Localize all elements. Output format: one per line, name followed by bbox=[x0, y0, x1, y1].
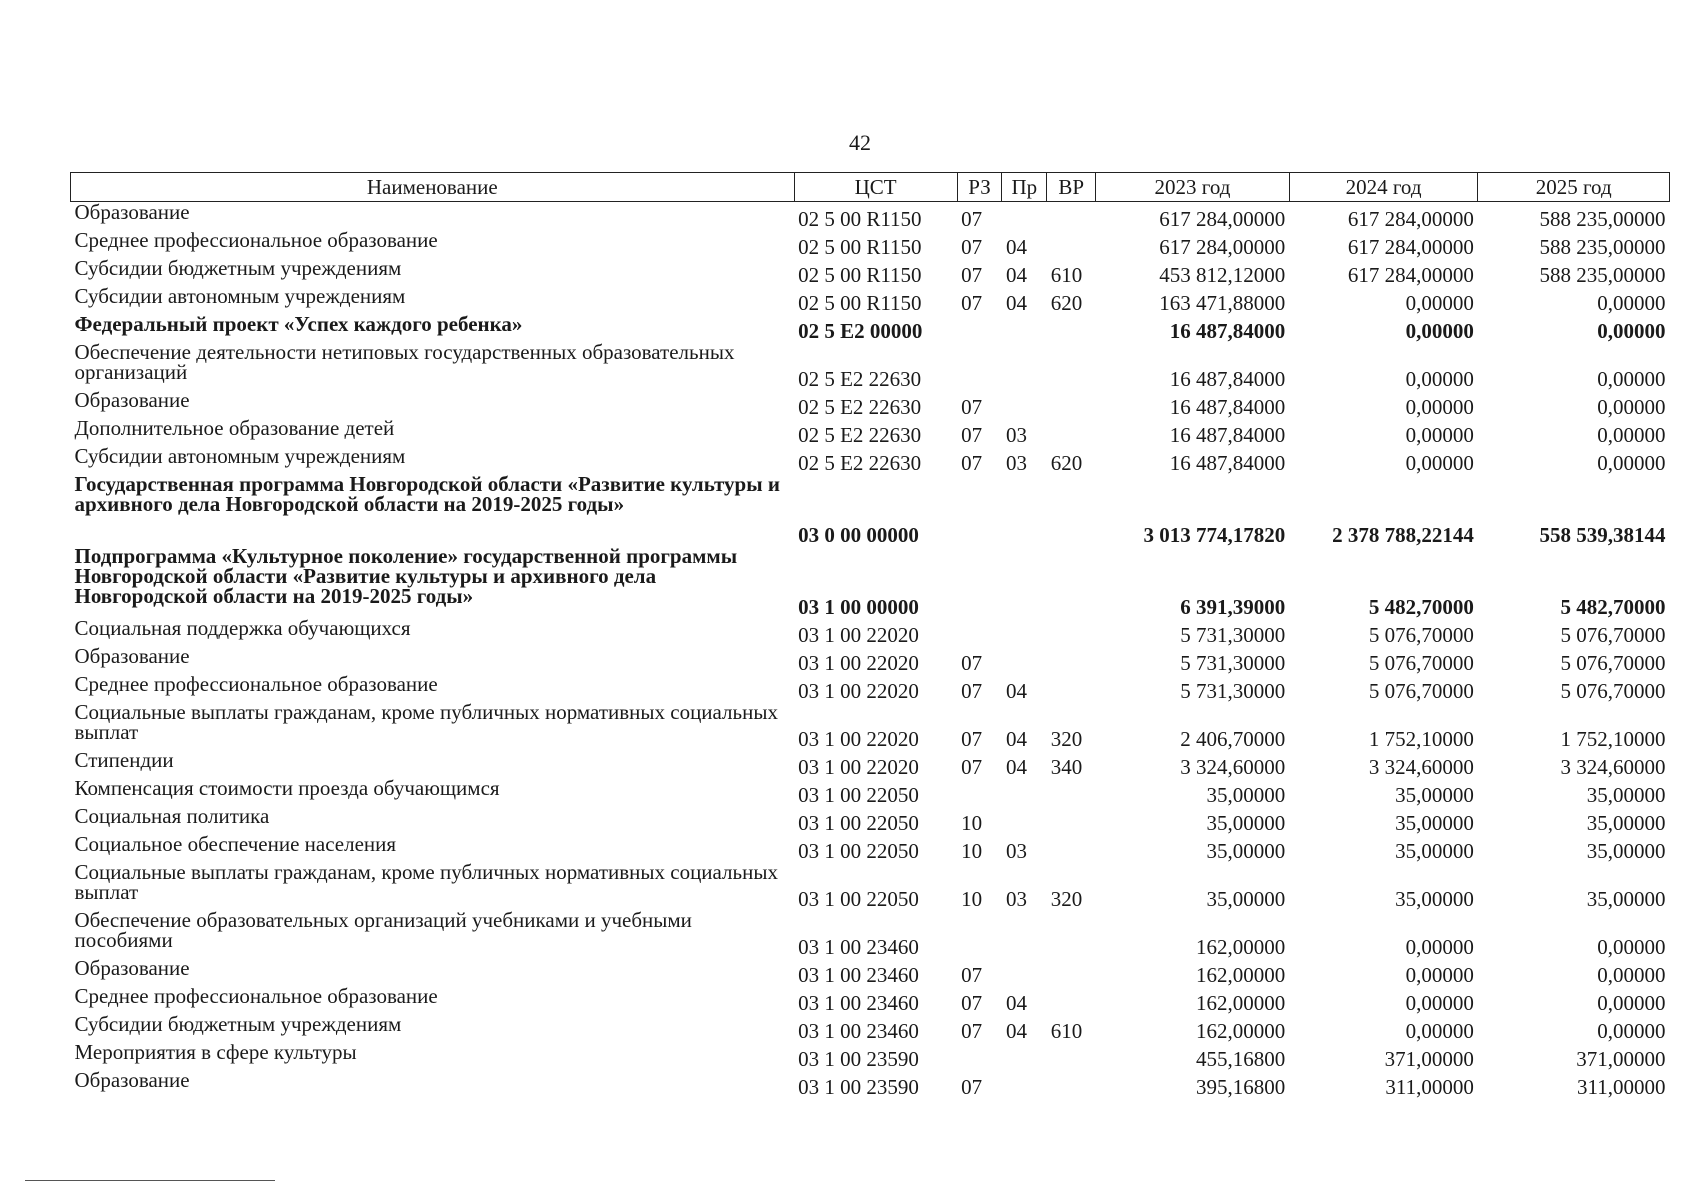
cell-pr: 03 bbox=[1005, 451, 1027, 475]
cell-pr bbox=[1002, 474, 1047, 546]
cell-pr bbox=[1002, 202, 1047, 231]
cell-vr: 340 bbox=[1050, 755, 1083, 779]
cell-pr bbox=[1002, 646, 1047, 674]
cell-pr bbox=[1002, 958, 1047, 986]
cell-cst: 03 1 00 22050 bbox=[798, 839, 919, 863]
cell-pr: 04 bbox=[1005, 1019, 1027, 1043]
cell-y2023: 3 324,60000 bbox=[1180, 755, 1286, 779]
table-row bbox=[71, 910, 1670, 958]
cell-name: Образование bbox=[74, 1068, 190, 1092]
cell-y2024: 0,00000 bbox=[1405, 935, 1474, 959]
cell-vr bbox=[1047, 418, 1096, 446]
cell-name: Среднее профессиональное образование bbox=[74, 984, 438, 1008]
cell-vr: 320 bbox=[1050, 727, 1083, 751]
cell-y2024: 5 076,70000 bbox=[1368, 651, 1474, 675]
cell-vr: 610 bbox=[1050, 1019, 1083, 1043]
cell-rz: 07 bbox=[961, 1075, 983, 1099]
cell-y2024: 0,00000 bbox=[1405, 451, 1474, 475]
table-row bbox=[71, 314, 1670, 342]
cell-rz: 07 bbox=[961, 263, 983, 287]
cell-cst: 02 5 00 R1150 bbox=[798, 263, 922, 287]
cell-cst: 03 1 00 22020 bbox=[798, 679, 919, 703]
table-row bbox=[71, 958, 1670, 986]
cell-y2024: 35,00000 bbox=[1395, 839, 1474, 863]
cell-rz bbox=[957, 1042, 1002, 1070]
cell-vr bbox=[1047, 778, 1096, 806]
table-row bbox=[71, 258, 1670, 286]
cell-name: Дополнительное образование детей bbox=[74, 416, 395, 440]
cell-vr: 610 bbox=[1050, 263, 1083, 287]
header-name: Наименование bbox=[71, 173, 795, 202]
cell-cst: 02 5 E2 00000 bbox=[798, 319, 923, 343]
cell-y2025: 1 752,10000 bbox=[1560, 727, 1666, 751]
cell-name: Подпрограмма «Культурное поколение» государственной программы Новгородской области «Развитие культуры и архивного дела Новгородской области на 2019-2025 годы» bbox=[74, 544, 738, 608]
cell-vr bbox=[1047, 910, 1096, 958]
cell-cst: 03 0 00 00000 bbox=[798, 523, 919, 547]
table-row bbox=[71, 778, 1670, 806]
cell-y2023: 16 487,84000 bbox=[1169, 367, 1286, 391]
cell-cst: 03 1 00 22020 bbox=[798, 623, 919, 647]
cell-vr bbox=[1047, 806, 1096, 834]
cell-y2025: 3 324,60000 bbox=[1560, 755, 1666, 779]
cell-cst: 02 5 00 R1150 bbox=[798, 235, 922, 259]
cell-name: Обеспечение деятельности нетиповых государственных образовательных организаций bbox=[74, 340, 735, 384]
table-row bbox=[71, 202, 1670, 231]
cell-vr bbox=[1047, 834, 1096, 862]
cell-vr bbox=[1047, 618, 1096, 646]
cell-vr bbox=[1047, 202, 1096, 231]
table-row bbox=[71, 474, 1670, 546]
cell-y2023: 5 731,30000 bbox=[1180, 623, 1286, 647]
cell-name: Стипендии bbox=[74, 748, 174, 772]
cell-cst: 03 1 00 22020 bbox=[798, 651, 919, 675]
cell-y2023: 455,16800 bbox=[1196, 1047, 1286, 1071]
cell-vr: 320 bbox=[1050, 887, 1083, 911]
cell-cst: 03 1 00 22050 bbox=[798, 783, 919, 807]
cell-y2024: 0,00000 bbox=[1405, 395, 1474, 419]
header-vr: ВР bbox=[1047, 173, 1096, 202]
cell-vr bbox=[1047, 314, 1096, 342]
table-row bbox=[71, 446, 1670, 474]
cell-pr bbox=[1002, 1070, 1047, 1098]
cell-y2025: 35,00000 bbox=[1586, 783, 1666, 807]
cell-pr: 03 bbox=[1005, 887, 1027, 911]
cell-pr: 04 bbox=[1005, 679, 1027, 703]
cell-cst: 03 1 00 23460 bbox=[798, 1019, 919, 1043]
cell-y2024: 0,00000 bbox=[1405, 291, 1474, 315]
cell-pr bbox=[1002, 806, 1047, 834]
cell-y2025: 0,00000 bbox=[1597, 935, 1666, 959]
cell-pr bbox=[1002, 342, 1047, 390]
cell-y2025: 5 076,70000 bbox=[1560, 679, 1666, 703]
cell-rz: 07 bbox=[961, 395, 983, 419]
table-row bbox=[71, 646, 1670, 674]
cell-name: Социальные выплаты гражданам, кроме публичных нормативных социальных выплат bbox=[74, 860, 778, 904]
cell-y2024: 617 284,00000 bbox=[1347, 263, 1474, 287]
cell-y2025: 5 076,70000 bbox=[1560, 651, 1666, 675]
cell-y2023: 35,00000 bbox=[1206, 783, 1286, 807]
cell-name: Компенсация стоимости проезда обучающимся bbox=[74, 776, 500, 800]
table-row bbox=[71, 418, 1670, 446]
cell-rz bbox=[957, 778, 1002, 806]
cell-y2024: 311,00000 bbox=[1385, 1075, 1474, 1099]
table-row bbox=[71, 286, 1670, 314]
table-header-row bbox=[71, 173, 1670, 202]
cell-vr bbox=[1047, 1070, 1096, 1098]
header-2023: 2023 год bbox=[1096, 173, 1290, 202]
cell-vr bbox=[1047, 1042, 1096, 1070]
table-row bbox=[71, 390, 1670, 418]
table-row bbox=[71, 750, 1670, 778]
table-row bbox=[71, 862, 1670, 910]
cell-y2023: 5 731,30000 bbox=[1180, 651, 1286, 675]
table-row bbox=[71, 702, 1670, 750]
cell-y2025: 35,00000 bbox=[1586, 887, 1666, 911]
table-row bbox=[71, 1070, 1670, 1098]
cell-y2023: 5 731,30000 bbox=[1180, 679, 1286, 703]
cell-cst: 03 1 00 23460 bbox=[798, 963, 919, 987]
cell-rz: 07 bbox=[961, 423, 983, 447]
cell-name: Образование bbox=[74, 388, 190, 412]
cell-vr bbox=[1047, 646, 1096, 674]
cell-name: Образование bbox=[74, 200, 190, 224]
cell-y2024: 0,00000 bbox=[1405, 423, 1474, 447]
cell-y2023: 453 812,12000 bbox=[1159, 263, 1286, 287]
cell-vr bbox=[1047, 986, 1096, 1014]
cell-y2025: 0,00000 bbox=[1597, 291, 1666, 315]
cell-rz: 07 bbox=[961, 963, 983, 987]
cell-cst: 02 5 00 R1150 bbox=[798, 291, 922, 315]
cell-y2025: 588 235,00000 bbox=[1539, 207, 1666, 231]
cell-y2024: 617 284,00000 bbox=[1347, 235, 1474, 259]
cell-cst: 03 1 00 23460 bbox=[798, 935, 919, 959]
cell-y2024: 35,00000 bbox=[1395, 887, 1474, 911]
cell-rz: 07 bbox=[961, 235, 983, 259]
cell-y2023: 16 487,84000 bbox=[1169, 451, 1286, 475]
cell-y2023: 617 284,00000 bbox=[1159, 235, 1286, 259]
header-2024: 2024 год bbox=[1289, 173, 1478, 202]
cell-y2024: 5 076,70000 bbox=[1368, 623, 1474, 647]
cell-rz: 10 bbox=[961, 839, 983, 863]
cell-rz bbox=[957, 910, 1002, 958]
cell-cst: 03 1 00 22050 bbox=[798, 887, 919, 911]
cell-rz bbox=[957, 314, 1002, 342]
cell-vr: 620 bbox=[1050, 451, 1083, 475]
cell-y2023: 162,00000 bbox=[1196, 1019, 1286, 1043]
cell-y2025: 5 482,70000 bbox=[1560, 595, 1666, 619]
cell-vr bbox=[1047, 230, 1096, 258]
cell-pr: 04 bbox=[1005, 727, 1027, 751]
cell-y2024: 0,00000 bbox=[1405, 367, 1474, 391]
cell-cst: 03 1 00 00000 bbox=[798, 595, 919, 619]
cell-cst: 02 5 E2 22630 bbox=[798, 423, 922, 447]
cell-y2025: 0,00000 bbox=[1597, 395, 1666, 419]
cell-y2023: 617 284,00000 bbox=[1159, 207, 1286, 231]
cell-pr: 04 bbox=[1005, 991, 1027, 1015]
table-row bbox=[71, 618, 1670, 646]
cell-name: Среднее профессиональное образование bbox=[74, 672, 438, 696]
cell-pr bbox=[1002, 1042, 1047, 1070]
cell-pr bbox=[1002, 910, 1047, 958]
cell-rz: 07 bbox=[961, 451, 983, 475]
cell-name: Мероприятия в сфере культуры bbox=[74, 1040, 357, 1064]
cell-name: Субсидии автономным учреждениям bbox=[74, 284, 406, 308]
cell-y2024: 0,00000 bbox=[1405, 1019, 1474, 1043]
header-cst: ЦСТ bbox=[794, 173, 957, 202]
cell-y2024: 2 378 788,22144 bbox=[1332, 523, 1474, 547]
cell-rz: 10 bbox=[961, 887, 983, 911]
cell-name: Федеральный проект «Успех каждого ребенка» bbox=[74, 312, 523, 336]
cell-rz bbox=[957, 618, 1002, 646]
cell-vr bbox=[1047, 546, 1096, 618]
cell-y2023: 3 013 774,17820 bbox=[1143, 523, 1286, 547]
cell-pr: 04 bbox=[1005, 235, 1027, 259]
cell-name: Образование bbox=[74, 644, 190, 668]
header-2025: 2025 год bbox=[1478, 173, 1670, 202]
cell-name: Социальная политика bbox=[74, 804, 270, 828]
cell-y2024: 617 284,00000 bbox=[1347, 207, 1474, 231]
cell-cst: 03 1 00 22020 bbox=[798, 727, 919, 751]
cell-y2023: 35,00000 bbox=[1206, 887, 1286, 911]
cell-rz: 07 bbox=[961, 991, 983, 1015]
cell-rz: 10 bbox=[961, 811, 983, 835]
cell-y2023: 35,00000 bbox=[1206, 839, 1286, 863]
cell-cst: 03 1 00 23590 bbox=[798, 1047, 919, 1071]
cell-name: Субсидии бюджетным учреждениям bbox=[74, 1012, 402, 1036]
cell-cst: 02 5 E2 22630 bbox=[798, 451, 922, 475]
cell-y2025: 0,00000 bbox=[1597, 319, 1666, 343]
cell-cst: 02 5 00 R1150 bbox=[798, 207, 922, 231]
cell-y2025: 35,00000 bbox=[1586, 811, 1666, 835]
cell-y2023: 2 406,70000 bbox=[1180, 727, 1286, 751]
cell-vr bbox=[1047, 958, 1096, 986]
cell-name: Среднее профессиональное образование bbox=[74, 228, 438, 252]
cell-y2025: 311,00000 bbox=[1577, 1075, 1666, 1099]
cell-cst: 02 5 E2 22630 bbox=[798, 395, 922, 419]
cell-y2025: 5 076,70000 bbox=[1560, 623, 1666, 647]
table-row bbox=[71, 1042, 1670, 1070]
cell-y2025: 0,00000 bbox=[1597, 423, 1666, 447]
cell-y2024: 35,00000 bbox=[1395, 811, 1474, 835]
cell-name: Обеспечение образовательных организаций учебниками и учебными пособиями bbox=[74, 908, 692, 952]
cell-pr bbox=[1002, 546, 1047, 618]
cell-pr bbox=[1002, 314, 1047, 342]
cell-y2023: 162,00000 bbox=[1196, 991, 1286, 1015]
cell-pr bbox=[1002, 390, 1047, 418]
cell-pr: 03 bbox=[1005, 839, 1027, 863]
table-row bbox=[71, 230, 1670, 258]
cell-name: Субсидии автономным учреждениям bbox=[74, 444, 406, 468]
header-rz: РЗ bbox=[957, 173, 1002, 202]
cell-y2023: 35,00000 bbox=[1206, 811, 1286, 835]
cell-name: Социальные выплаты гражданам, кроме публичных нормативных социальных выплат bbox=[74, 700, 778, 744]
cell-y2025: 35,00000 bbox=[1586, 839, 1666, 863]
cell-pr bbox=[1002, 778, 1047, 806]
cell-y2024: 5 076,70000 bbox=[1368, 679, 1474, 703]
cell-y2025: 0,00000 bbox=[1597, 367, 1666, 391]
cell-y2024: 0,00000 bbox=[1405, 991, 1474, 1015]
cell-y2024: 371,00000 bbox=[1384, 1047, 1474, 1071]
cell-y2025: 588 235,00000 bbox=[1539, 263, 1666, 287]
cell-name: Социальная поддержка обучающихся bbox=[74, 616, 411, 640]
cell-cst: 03 1 00 23590 bbox=[798, 1075, 919, 1099]
header-pr: Пр bbox=[1002, 173, 1047, 202]
cell-rz bbox=[957, 474, 1002, 546]
cell-pr bbox=[1002, 618, 1047, 646]
cell-rz: 07 bbox=[961, 207, 983, 231]
cell-y2023: 6 391,39000 bbox=[1180, 595, 1286, 619]
cell-vr bbox=[1047, 342, 1096, 390]
cell-y2025: 0,00000 bbox=[1597, 991, 1666, 1015]
cell-y2023: 163 471,88000 bbox=[1159, 291, 1286, 315]
cell-rz bbox=[957, 342, 1002, 390]
cell-y2024: 1 752,10000 bbox=[1368, 727, 1474, 751]
page-number: 42 bbox=[849, 130, 871, 155]
table-row bbox=[71, 546, 1670, 618]
cell-rz: 07 bbox=[961, 291, 983, 315]
cell-vr bbox=[1047, 474, 1096, 546]
table-row bbox=[71, 806, 1670, 834]
cell-rz: 07 bbox=[961, 1019, 983, 1043]
cell-cst: 02 5 E2 22630 bbox=[798, 367, 922, 391]
cell-pr: 04 bbox=[1005, 263, 1027, 287]
cell-name: Государственная программа Новгородской области «Развитие культуры и архивного дела Новгородской области на 2019-2025 годы» bbox=[74, 472, 780, 516]
cell-vr bbox=[1047, 390, 1096, 418]
table-row bbox=[71, 1014, 1670, 1042]
cell-rz: 07 bbox=[961, 755, 983, 779]
table-row bbox=[71, 674, 1670, 702]
cell-y2024: 0,00000 bbox=[1405, 963, 1474, 987]
cell-pr: 04 bbox=[1005, 291, 1027, 315]
cell-pr: 04 bbox=[1005, 755, 1027, 779]
cell-y2023: 16 487,84000 bbox=[1169, 423, 1286, 447]
cell-y2025: 0,00000 bbox=[1597, 963, 1666, 987]
cell-cst: 03 1 00 22020 bbox=[798, 755, 919, 779]
table-row bbox=[71, 342, 1670, 390]
cell-y2024: 0,00000 bbox=[1405, 319, 1474, 343]
budget-table bbox=[70, 172, 1670, 1098]
cell-rz: 07 bbox=[961, 727, 983, 751]
table-row bbox=[71, 834, 1670, 862]
cell-y2025: 0,00000 bbox=[1597, 1019, 1666, 1043]
cell-y2023: 162,00000 bbox=[1196, 935, 1286, 959]
cell-cst: 03 1 00 23460 bbox=[798, 991, 919, 1015]
cell-y2025: 371,00000 bbox=[1576, 1047, 1666, 1071]
cell-y2024: 5 482,70000 bbox=[1368, 595, 1474, 619]
cell-y2023: 16 487,84000 bbox=[1169, 319, 1286, 343]
table-row bbox=[71, 986, 1670, 1014]
cell-vr: 620 bbox=[1050, 291, 1083, 315]
cell-name: Социальное обеспечение населения bbox=[74, 832, 397, 856]
cell-rz bbox=[957, 546, 1002, 618]
cell-y2023: 16 487,84000 bbox=[1169, 395, 1286, 419]
cell-y2023: 395,16800 bbox=[1196, 1075, 1286, 1099]
cell-y2023: 162,00000 bbox=[1196, 963, 1286, 987]
cell-rz: 07 bbox=[961, 679, 983, 703]
cell-name: Образование bbox=[74, 956, 190, 980]
cell-y2025: 588 235,00000 bbox=[1539, 235, 1666, 259]
cell-cst: 03 1 00 22050 bbox=[798, 811, 919, 835]
cell-y2025: 0,00000 bbox=[1597, 451, 1666, 475]
cell-rz: 07 bbox=[961, 651, 983, 675]
cell-y2025: 558 539,38144 bbox=[1539, 523, 1666, 547]
cell-pr: 03 bbox=[1005, 423, 1027, 447]
cell-name: Субсидии бюджетным учреждениям bbox=[74, 256, 402, 280]
cell-vr bbox=[1047, 674, 1096, 702]
cell-y2024: 35,00000 bbox=[1395, 783, 1474, 807]
cell-y2024: 3 324,60000 bbox=[1368, 755, 1474, 779]
footer-rule bbox=[25, 1180, 275, 1181]
